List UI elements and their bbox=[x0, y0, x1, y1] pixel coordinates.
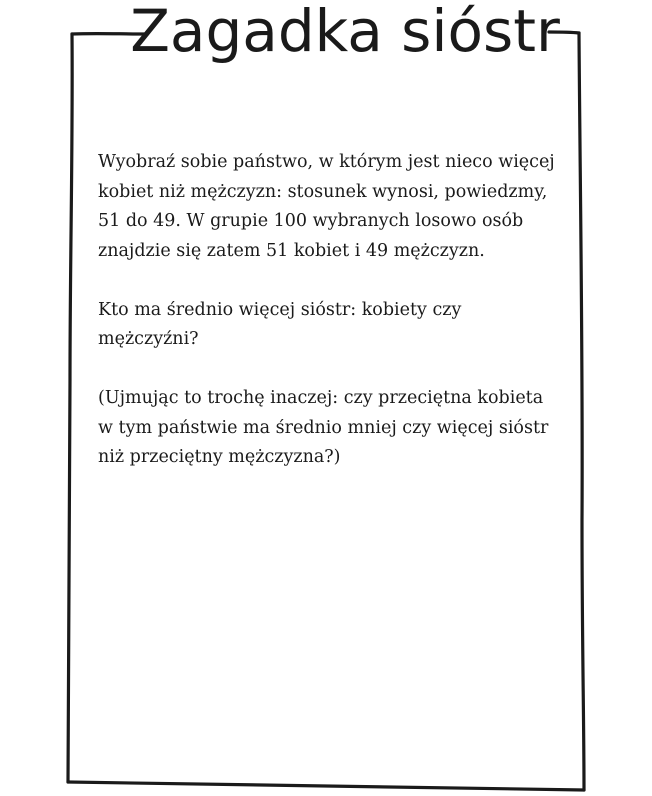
text-line: Wyobraź sobie państwo, w którym jest nieco więcej bbox=[98, 152, 555, 172]
page-title: Zagadka sióstr bbox=[130, 0, 560, 65]
paragraph-question bbox=[98, 296, 568, 355]
text-line: kobiet niż mężczyzn: stosunek wynosi, powiedzmy, bbox=[98, 181, 548, 202]
paragraph-rephrase bbox=[98, 384, 568, 473]
text-line: w tym państwie ma średnio mniej czy więcej sióstr bbox=[98, 417, 549, 438]
puzzle-text bbox=[98, 148, 568, 502]
paragraph-intro bbox=[98, 148, 568, 266]
text-line: znajdzie się zatem 51 kobiet i 49 mężczyzn. bbox=[98, 240, 485, 261]
text-line: niż przeciętny mężczyzna?) bbox=[98, 447, 341, 467]
text-line: 51 do 49. W grupie 100 wybranych losowo osób bbox=[98, 211, 524, 231]
text-line: (Ujmując to trochę inaczej: czy przeciętna kobieta bbox=[98, 388, 544, 408]
text-line: mężczyźni? bbox=[98, 329, 199, 349]
text-line: Kto ma średnio więcej sióstr: kobiety czy bbox=[98, 299, 462, 320]
